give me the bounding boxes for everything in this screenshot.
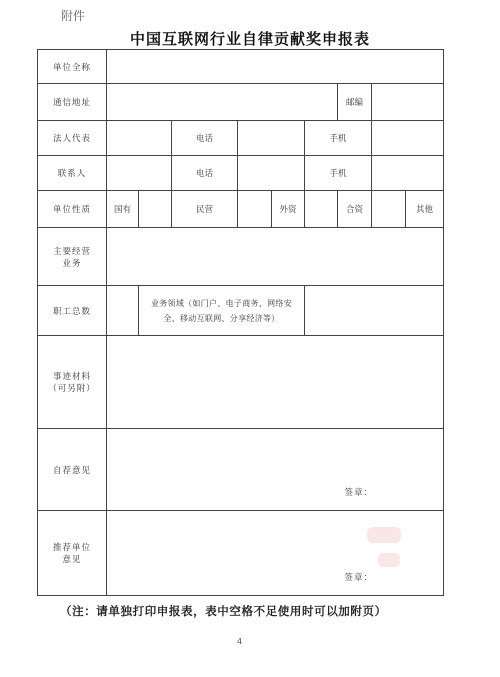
unit-name-label: 单位全称 (38, 50, 107, 84)
self-recommend-label: 自荐意见 (38, 429, 107, 511)
faint-stamp-mark-2 (378, 553, 400, 567)
row-employees (38, 286, 444, 336)
row-self-recommend (38, 429, 444, 511)
row-contact (38, 156, 444, 191)
main-business-label: 主要经营业务 (38, 228, 107, 286)
main-business-field[interactable] (107, 228, 444, 286)
address-field[interactable] (107, 84, 338, 121)
page-number: 4 (237, 637, 243, 646)
business-field-label: 业务领域（如门户、电子商务、网络安全、移动互联网、分享经济等） (139, 286, 305, 336)
application-form-table (37, 49, 444, 596)
unit-type-check-joint[interactable] (372, 191, 406, 228)
legal-rep-mobile-field[interactable] (372, 121, 444, 156)
unit-type-option-foreign: 外资 (272, 191, 305, 228)
legal-rep-phone-label: 电话 (172, 121, 238, 156)
unit-type-check-private[interactable] (238, 191, 272, 228)
postcode-label: 邮编 (338, 84, 372, 121)
unit-type-label: 单位性质 (38, 191, 107, 228)
legal-rep-phone-field[interactable] (238, 121, 305, 156)
unit-type-option-state: 国有 (107, 191, 139, 228)
contact-mobile-field[interactable] (372, 156, 444, 191)
employees-field[interactable] (107, 286, 139, 336)
attachment-label: 附件 (61, 9, 86, 23)
address-label: 通信地址 (38, 84, 107, 121)
recommend-unit-signature-label: 签章： (344, 573, 374, 583)
faint-stamp-mark (367, 527, 401, 543)
row-main-business (38, 228, 444, 286)
unit-type-option-private: 民营 (172, 191, 238, 228)
deeds-field[interactable] (107, 336, 444, 429)
page-title: 中国互联网行业自律贡献奖申报表 (129, 30, 370, 48)
legal-rep-field[interactable] (107, 121, 172, 156)
self-recommend-field[interactable] (107, 429, 444, 511)
deeds-label: 事迹材料（可另附） (38, 336, 107, 429)
business-field-field[interactable] (305, 286, 444, 336)
legal-rep-label: 法人代表 (38, 121, 107, 156)
contact-label: 联系人 (38, 156, 107, 191)
legal-rep-mobile-label: 手机 (305, 121, 372, 156)
unit-type-option-other: 其他 (406, 191, 444, 228)
postcode-field[interactable] (372, 84, 444, 121)
row-legal-rep (38, 121, 444, 156)
row-deeds (38, 336, 444, 429)
footnote: （注：请单独打印申报表，表中空格不足使用时可以加附页） (60, 604, 387, 618)
self-recommend-signature-label: 签章： (344, 488, 374, 498)
unit-name-field[interactable] (107, 50, 444, 84)
contact-phone-field[interactable] (238, 156, 305, 191)
row-unit-type (38, 191, 444, 228)
employees-label: 职工总数 (38, 286, 107, 336)
unit-type-option-joint: 合资 (338, 191, 372, 228)
contact-mobile-label: 手机 (305, 156, 372, 191)
unit-type-check-state[interactable] (139, 191, 172, 228)
contact-phone-label: 电话 (172, 156, 238, 191)
row-unit-name (38, 50, 444, 84)
unit-type-check-foreign[interactable] (305, 191, 338, 228)
contact-field[interactable] (107, 156, 172, 191)
recommend-unit-label: 推荐单位意见 (38, 511, 107, 596)
row-address (38, 84, 444, 121)
